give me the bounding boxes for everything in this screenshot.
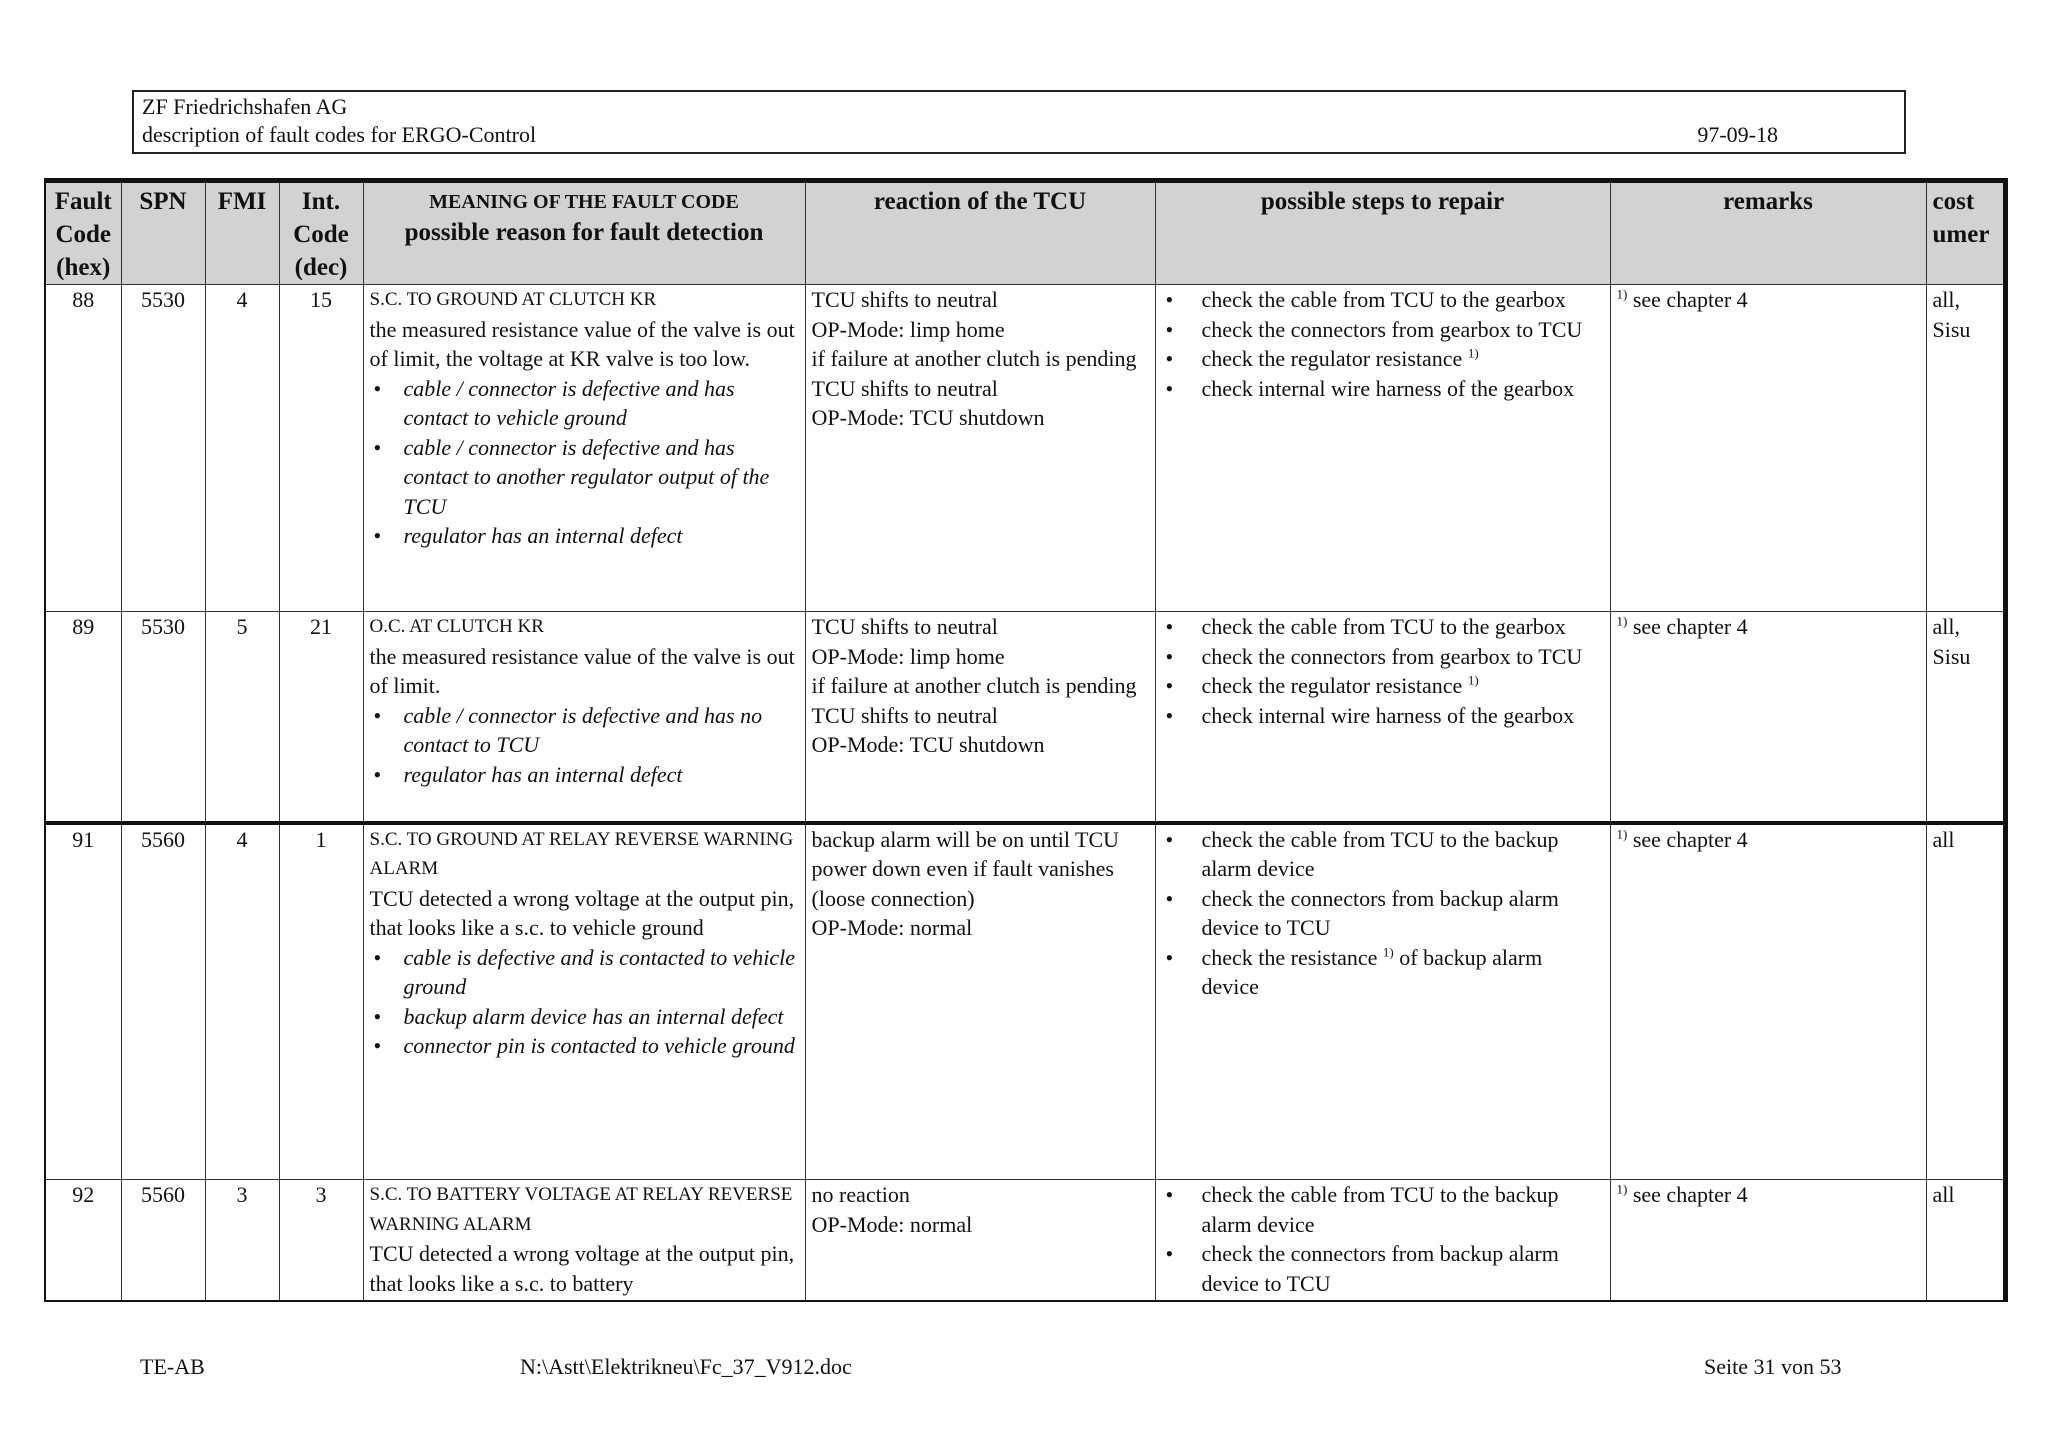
col-meaning [363,181,805,285]
fmi-value: 3 [205,1180,279,1301]
reaction-line: OP-Mode: TCU shutdown [811,405,1045,430]
reason-item: • regulator has an internal defect [404,521,799,551]
document-date: 97-09-18 [1697,122,1778,147]
footer-page-number: Seite 31 von 53 [1704,1354,1842,1379]
footnote-marker: 1) [1467,345,1479,361]
reaction-line: TCU shifts to neutral [811,287,998,312]
spn-value: 5530 [121,612,205,823]
footnote-marker: 1) [1382,944,1394,960]
remark-text: see chapter 4 [1632,826,1748,852]
reaction-line: OP-Mode: limp home [811,643,1005,669]
repair-step-list [1162,285,1604,403]
repair-step: • check the connectors from gearbox to TCU [1202,642,1604,672]
fmi-value: 4 [205,823,279,1180]
reason-item: • backup alarm device has an internal defect [404,1002,799,1032]
repair-step [1202,943,1604,1002]
reaction-line: if failure at another clutch is pending [811,673,1137,698]
reaction-line: backup alarm will be on until TCU power down even if fault vanishes (loose connection) [811,826,1120,911]
reaction-line: TCU shifts to neutral [811,702,998,728]
repair-step: • check the connectors from backup alarm device to TCU [1202,884,1604,943]
reaction-line: OP-Mode: TCU shutdown [811,732,1045,757]
reaction-line: OP-Mode: limp home [811,316,1005,342]
repair-step-list [1162,1180,1604,1298]
repair-step-text: of backup alarm device [1201,944,1543,999]
meaning-cell [363,1180,805,1301]
repair-step-text: check the resistance [1201,944,1378,970]
col-meaning-title: MEANING OF THE FAULT CODE [429,191,739,213]
table-row [45,1180,2005,1301]
col-int-code: Int. Code (dec) [279,181,363,285]
footnote-marker: 1) [1616,613,1628,629]
repair-step-list [1162,612,1604,730]
repair-steps-cell [1155,1180,1610,1301]
fault-title: S.C. TO BATTERY VOLTAGE AT RELAY REVERSE WARNING ALARM [369,1184,793,1235]
fault-code-table [44,178,2008,1302]
repair-step [1202,671,1604,701]
remarks-cell [1610,823,1926,1180]
repair-step: • check the cable from TCU to the gearbox [1202,285,1604,315]
footnote-marker: 1) [1467,672,1479,688]
reason-item: • connector pin is contacted to vehicle ground [404,1031,799,1061]
int-code-value: 21 [279,612,363,823]
reason-list [370,701,799,790]
repair-step-list [1162,825,1604,1002]
repair-step: • check the connectors from gearbox to TCU [1202,315,1604,345]
remark-text: see chapter 4 [1632,1182,1748,1207]
col-steps: possible steps to repair [1155,181,1610,285]
col-reaction: reaction of the TCU [805,181,1155,285]
fault-title: S.C. TO GROUND AT CLUTCH KR [369,289,657,310]
fault-description: TCU detected a wrong voltage at the output pin, that looks like a s.c. to battery [369,1241,795,1296]
repair-step: • check the cable from TCU to the backup alarm device [1202,825,1604,884]
reason-list [370,374,799,551]
footer-file-path: N:\Astt\Elektrikneu\Fc_37_V912.doc [520,1354,852,1379]
fault-description: the measured resistance value of the valve is out of limit, the voltage at KR valve is too low. [369,316,795,371]
repair-step: • check internal wire harness of the gearbox [1202,374,1604,404]
remark-text: see chapter 4 [1632,614,1748,639]
col-remarks: remarks [1610,181,1926,285]
table-header-row [45,181,2005,285]
reason-item: • cable / connector is defective and has contact to another regulator output of the TCU [404,433,799,522]
customer-cell: all, Sisu [1926,612,2005,823]
col-fault-code: Fault Code (hex) [45,181,121,285]
reaction-line: OP-Mode: normal [811,1211,973,1237]
table-row [45,823,2005,1180]
remarks-cell [1610,612,1926,823]
repair-steps-cell [1155,285,1610,612]
reason-item: • cable / connector is defective and has no contact to TCU [404,701,799,760]
customer-cell: all [1926,823,2005,1180]
repair-step: • check internal wire harness of the gearbox [1202,701,1604,731]
spn-value: 5530 [121,285,205,612]
spn-value: 5560 [121,823,205,1180]
customer-cell: all, Sisu [1926,285,2005,612]
col-customer: cost umer [1926,181,2005,285]
fault-description: TCU detected a wrong voltage at the output pin, that looks like a s.c. to vehicle ground [369,885,795,940]
reason-item: • cable / connector is defective and has contact to vehicle ground [404,374,799,433]
footnote-marker: 1) [1616,286,1628,302]
reaction-line: no reaction [811,1182,910,1207]
fault-code-hex: 89 [45,612,121,823]
fault-code-hex: 88 [45,285,121,612]
remarks-cell [1610,1180,1926,1301]
reason-list [370,943,799,1061]
fault-title: O.C. AT CLUTCH KR [369,616,544,637]
reaction-line: TCU shifts to neutral [811,614,998,639]
fmi-value: 4 [205,285,279,612]
footnote-marker: 1) [1616,826,1628,842]
int-code-value: 15 [279,285,363,612]
fault-description: the measured resistance value of the valve is out of limit. [369,643,795,698]
reason-item: • cable is defective and is contacted to vehicle ground [404,943,799,1002]
meaning-cell [363,285,805,612]
repair-step-text: check the regulator resistance [1201,346,1463,371]
col-spn: SPN [121,181,205,285]
document-description: description of fault codes for ERGO-Control [142,122,537,147]
reaction-line: TCU shifts to neutral [811,375,998,401]
repair-step [1202,344,1604,374]
reaction-line: if failure at another clutch is pending [811,346,1137,371]
meaning-cell [363,823,805,1180]
spn-value: 5560 [121,1180,205,1301]
reaction-cell [805,612,1155,823]
reaction-cell [805,1180,1155,1301]
footnote-marker: 1) [1616,1181,1628,1197]
reason-item: • regulator has an internal defect [404,760,799,790]
col-fmi: FMI [205,181,279,285]
repair-steps-cell [1155,823,1610,1180]
repair-step: • check the cable from TCU to the gearbox [1202,612,1604,642]
meaning-cell [363,612,805,823]
int-code-value: 1 [279,823,363,1180]
remarks-cell [1610,285,1926,612]
table-row [45,612,2005,823]
document-header [132,90,1906,154]
col-meaning-subtitle: possible reason for fault detection [404,219,764,246]
fault-code-hex: 92 [45,1180,121,1301]
repair-step: • check the connectors from backup alarm device to TCU [1202,1239,1604,1298]
repair-steps-cell [1155,612,1610,823]
customer-cell: all [1926,1180,2005,1301]
reaction-cell [805,823,1155,1180]
int-code-value: 3 [279,1180,363,1301]
fmi-value: 5 [205,612,279,823]
header-description-line [142,121,1896,149]
repair-step-text: check the regulator resistance [1201,673,1463,698]
table-row [45,285,2005,612]
footer-department: TE-AB [140,1354,205,1379]
fault-code-hex: 91 [45,823,121,1180]
company-name: ZF Friedrichshafen AG [142,94,348,119]
reaction-line: OP-Mode: normal [811,915,973,940]
remark-text: see chapter 4 [1632,287,1748,312]
reaction-cell [805,285,1155,612]
repair-step: • check the cable from TCU to the backup alarm device [1202,1180,1604,1239]
fault-title: S.C. TO GROUND AT RELAY REVERSE WARNING ALARM [369,828,794,879]
